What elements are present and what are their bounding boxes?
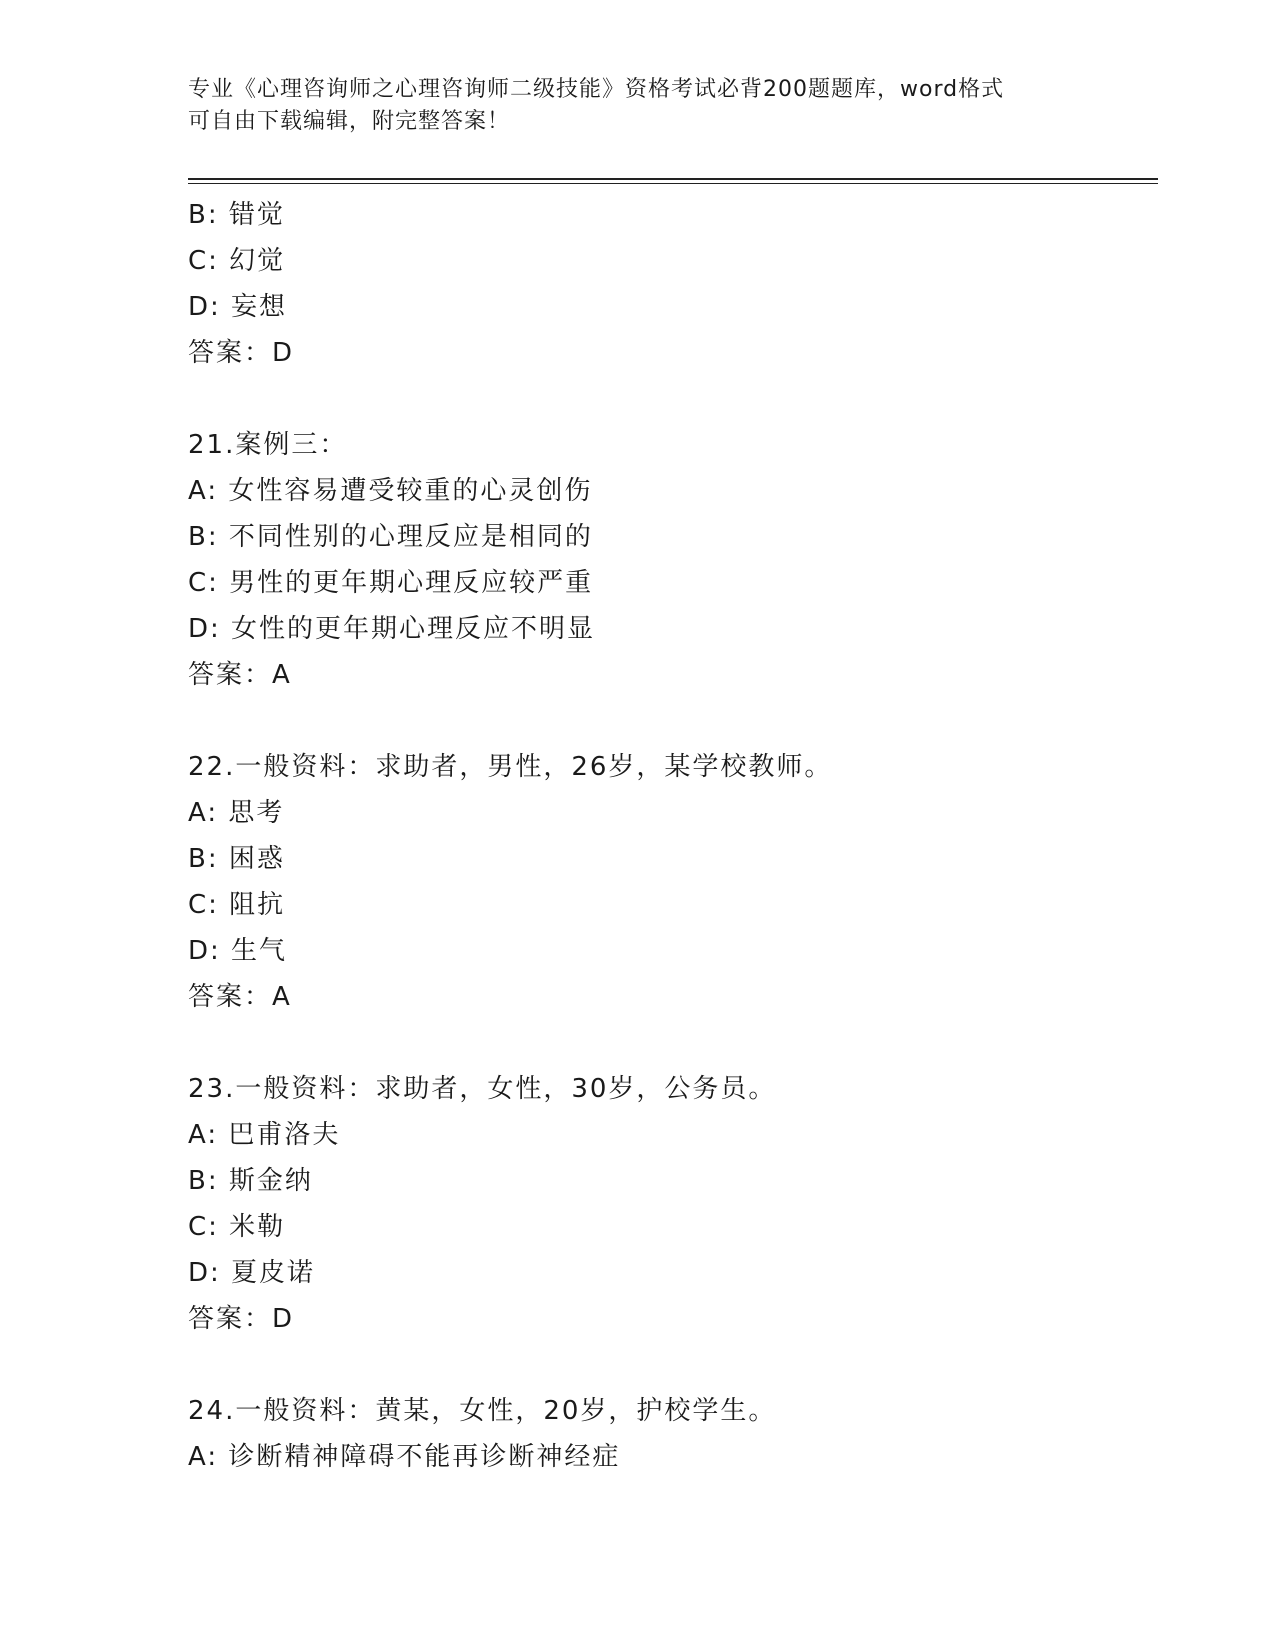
question-stem: 24.一般资料：黄某，女性，20岁，护校学生。 bbox=[188, 1396, 777, 1426]
option-line: C: 幻觉 bbox=[188, 246, 286, 276]
option-line: B: 错觉 bbox=[188, 200, 285, 230]
answer-line: 答案：A bbox=[188, 660, 292, 690]
option-line: C: 米勒 bbox=[188, 1212, 286, 1242]
question-stem: 21.案例三： bbox=[188, 430, 348, 460]
answer-line: 答案：D bbox=[188, 1304, 295, 1334]
option-line: A: 诊断精神障碍不能再诊断神经症 bbox=[188, 1442, 621, 1472]
option-line: B: 斯金纳 bbox=[188, 1166, 313, 1196]
option-line: C: 阻抗 bbox=[188, 890, 286, 920]
option-line: D: 生气 bbox=[188, 936, 288, 966]
question-24 bbox=[188, 1388, 1148, 1480]
option-line: B: 困惑 bbox=[188, 844, 285, 874]
question-23 bbox=[188, 1066, 1148, 1342]
header-divider-thin bbox=[188, 183, 1158, 184]
option-line: D: 女性的更年期心理反应不明显 bbox=[188, 614, 596, 644]
header-line-1: 专业《心理咨询师之心理咨询师二级技能》资格考试必背200题题库，word格式 bbox=[188, 77, 1005, 102]
option-line: D: 妄想 bbox=[188, 292, 288, 322]
header-divider-thick bbox=[188, 178, 1158, 180]
question-stem: 23.一般资料：求助者，女性，30岁，公务员。 bbox=[188, 1074, 777, 1104]
header-line-2: 可自由下载编辑，附完整答案！ bbox=[188, 109, 511, 134]
question-continuation bbox=[188, 192, 1148, 376]
page-header bbox=[188, 74, 1088, 138]
option-line: A: 思考 bbox=[188, 798, 285, 828]
question-21 bbox=[188, 422, 1148, 698]
option-line: A: 巴甫洛夫 bbox=[188, 1120, 341, 1150]
answer-line: 答案：D bbox=[188, 338, 295, 368]
option-line: C: 男性的更年期心理反应较严重 bbox=[188, 568, 594, 598]
question-stem: 22.一般资料：求助者，男性，26岁，某学校教师。 bbox=[188, 752, 833, 782]
question-list bbox=[188, 192, 1148, 1480]
option-line: A: 女性容易遭受较重的心灵创伤 bbox=[188, 476, 593, 506]
question-22 bbox=[188, 744, 1148, 1020]
option-line: B: 不同性别的心理反应是相同的 bbox=[188, 522, 593, 552]
answer-line: 答案：A bbox=[188, 982, 292, 1012]
option-line: D: 夏皮诺 bbox=[188, 1258, 316, 1288]
